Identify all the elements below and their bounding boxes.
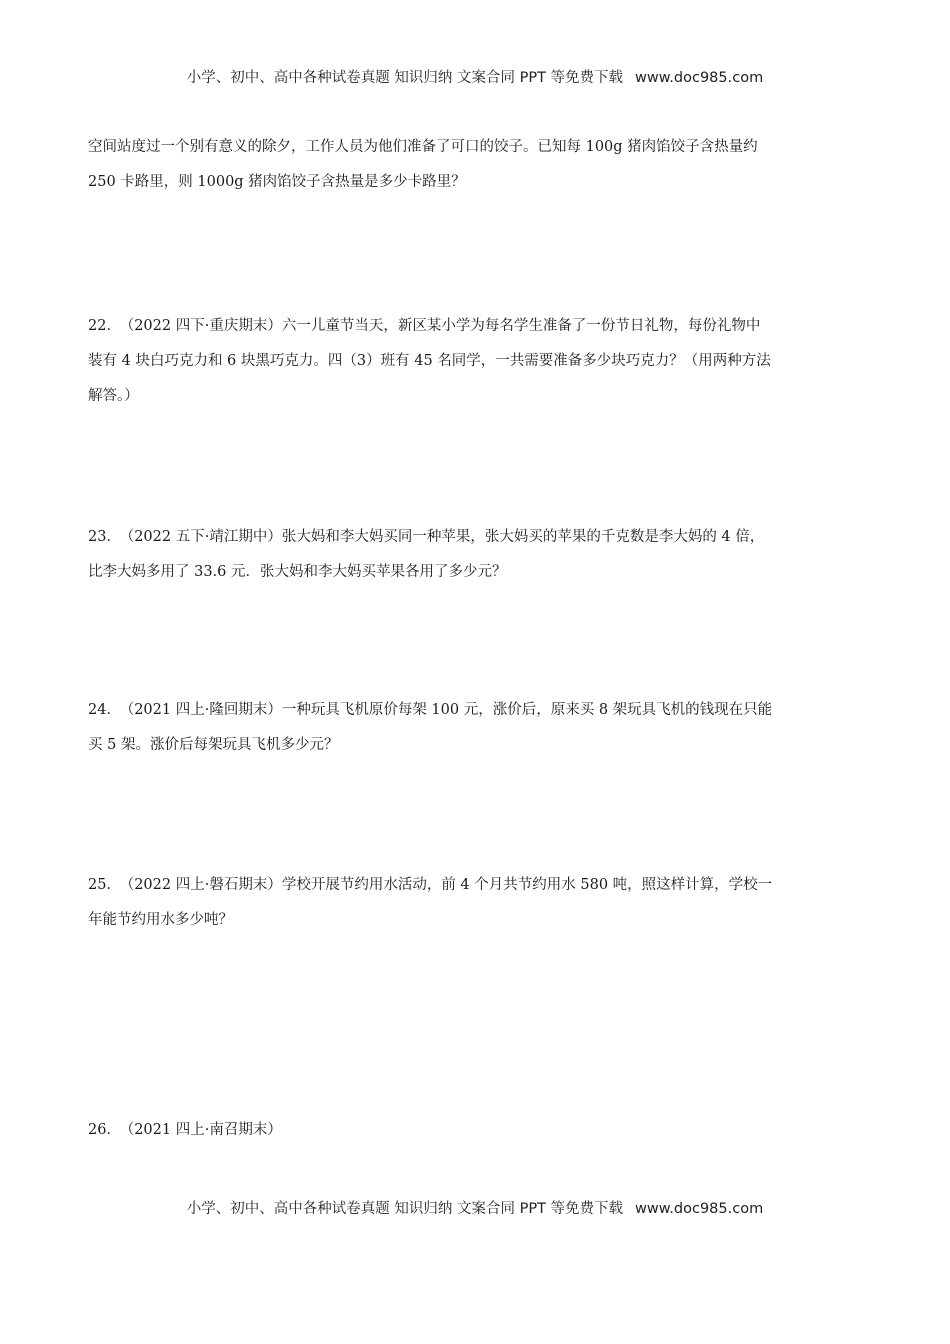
question-24-line-2: 买 5 架。涨价后每架玩具飞机多少元？ bbox=[88, 737, 339, 753]
question-22-number: 22． bbox=[88, 318, 121, 334]
page-header bbox=[0, 66, 950, 87]
continuation-text bbox=[88, 130, 863, 200]
question-22-line-2: 装有 4 块白巧克力和 6 块黑巧克力。四（3）班有 45 名同学，一共需要准备多少块巧克力？（用两种方法 bbox=[88, 353, 771, 369]
question-22-line-3: 解答。） bbox=[88, 388, 139, 404]
question-24 bbox=[88, 693, 863, 763]
question-26-line-1: 26． （2021 四上·南召期末） bbox=[88, 1122, 282, 1138]
question-23-line-2: 比李大妈多用了 33.6 元．张大妈和李大妈买苹果各用了多少元？ bbox=[88, 564, 507, 580]
question-26-number: 26． bbox=[88, 1122, 121, 1138]
question-23-line-1: 23． （2022 五下·靖江期中）张大妈和李大妈买同一种苹果，张大妈买的苹果的千克数是李大妈的 4 倍， bbox=[88, 529, 765, 545]
question-26 bbox=[88, 1113, 863, 1148]
question-25-line-2: 年能节约用水多少吨？ bbox=[88, 912, 233, 928]
header-text: 小学、初中、高中各种试卷真题 知识归纳 文案合同 PPT 等免费下载 bbox=[186, 70, 624, 86]
question-22 bbox=[88, 309, 863, 414]
question-25-line-1: 25． （2022 四上·磐石期末）学校开展节约用水活动，前 4 个月共节约用水 580 吨，照这样计算，学校一 bbox=[88, 877, 773, 893]
page-footer bbox=[0, 1197, 950, 1218]
question-24-number: 24． bbox=[88, 702, 121, 718]
question-24-line-1: 24． （2021 四上·隆回期末）一种玩具飞机原价每架 100 元，涨价后，原来买 8 架玩具飞机的钱现在只能 bbox=[88, 702, 773, 718]
footer-url: www.doc985.com bbox=[635, 1201, 764, 1217]
question-22-line-1: 22． （2022 四下·重庆期末）六一儿童节当天，新区某小学为每名学生准备了一份节日礼物，每份礼物中 bbox=[88, 318, 761, 334]
footer-text: 小学、初中、高中各种试卷真题 知识归纳 文案合同 PPT 等免费下载 bbox=[186, 1201, 624, 1217]
question-23 bbox=[88, 520, 863, 590]
header-url: www.doc985.com bbox=[635, 70, 764, 86]
question-25 bbox=[88, 868, 863, 938]
question-23-number: 23． bbox=[88, 529, 121, 545]
continuation-line-1: 空间站度过一个别有意义的除夕，工作人员为他们准备了可口的饺子。已知每 100g 猪肉馅饺子含热量约 bbox=[88, 139, 758, 155]
continuation-line-2: 250 卡路里，则 1000g 猪肉馅饺子含热量是多少卡路里？ bbox=[88, 174, 466, 190]
question-25-number: 25． bbox=[88, 877, 121, 893]
